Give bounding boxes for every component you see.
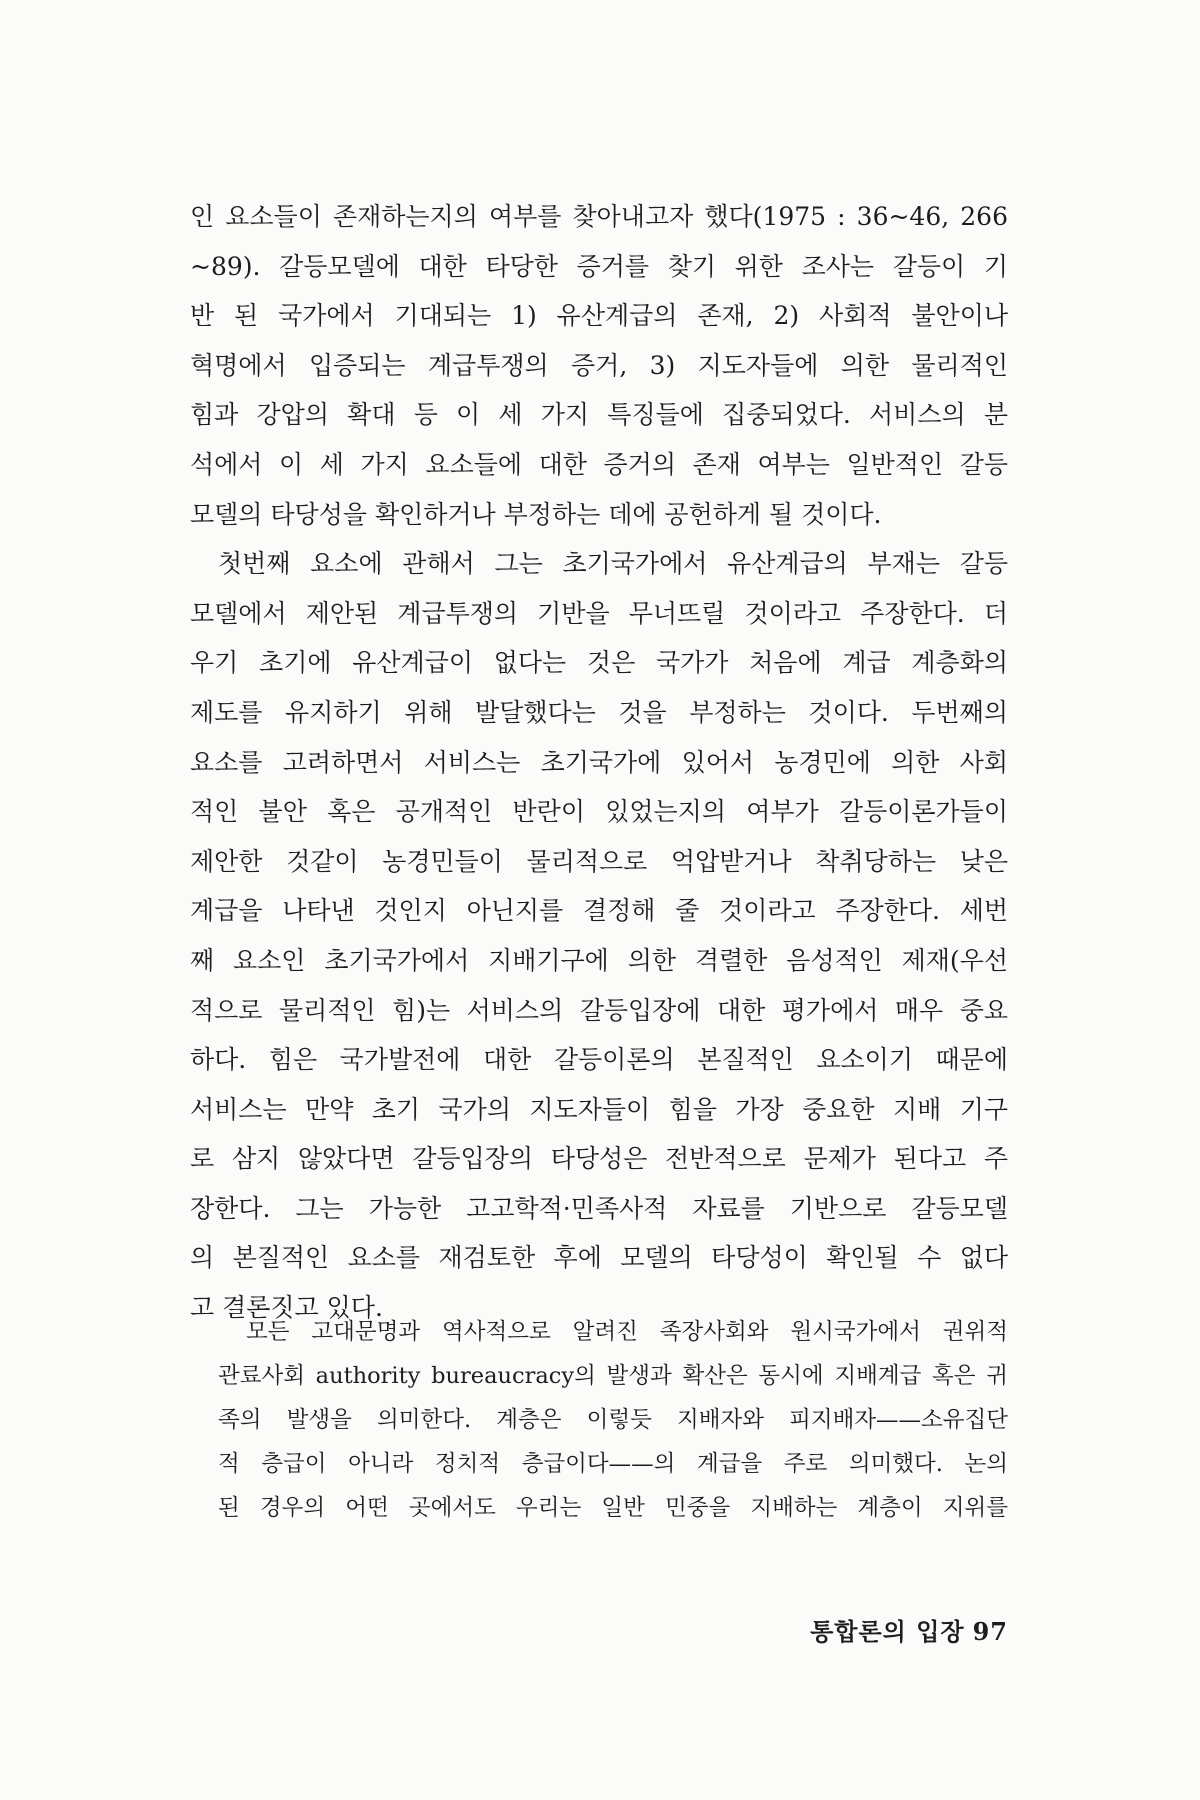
quote-line: 관료사회 authority bureaucracy의 발생과 확산은 동시에 지배계급 혹은 귀 bbox=[218, 1363, 1008, 1389]
body-line: 적인 불안 혹은 공개적인 반란이 있었는지의 여부가 갈등이론가들이 bbox=[190, 797, 1008, 827]
body-line: ~89). 갈등모델에 대한 타당한 증거를 찾기 위한 조사는 갈등이 기 bbox=[190, 251, 1008, 281]
body-line: 고 결론짓고 있다. bbox=[190, 1293, 383, 1323]
body-line: 모델의 타당성을 확인하거나 부정하는 데에 공헌하게 될 것이다. bbox=[190, 499, 882, 529]
body-line: 모델에서 제안된 계급투쟁의 기반을 무너뜨릴 것이라고 주장한다. 더 bbox=[190, 598, 1008, 628]
page-number: 97 bbox=[972, 1617, 1008, 1646]
body-line: 요소를 고려하면서 서비스는 초기국가에 있어서 농경민에 의한 사회 bbox=[190, 747, 1008, 777]
body-line: 석에서 이 세 가지 요소들에 대한 증거의 존재 여부는 일반적인 갈등 bbox=[190, 449, 1008, 479]
body-line: 제안한 것같이 농경민들이 물리적으로 억압받거나 착취당하는 낮은 bbox=[190, 846, 1008, 876]
body-line: 적으로 물리적인 힘)는 서비스의 갈등입장에 대한 평가에서 매우 중요 bbox=[190, 995, 1008, 1025]
block-quote bbox=[218, 1310, 1008, 1530]
body-line: 우기 초기에 유산계급이 없다는 것은 국가가 처음에 계급 계층화의 bbox=[190, 648, 1008, 678]
body-line: 하다. 힘은 국가발전에 대한 갈등이론의 본질적인 요소이기 때문에 bbox=[190, 1045, 1008, 1075]
body-line: 첫번째 요소에 관해서 그는 초기국가에서 유산계급의 부재는 갈등 bbox=[218, 549, 1008, 579]
body-line: 의 본질적인 요소를 재검토한 후에 모델의 타당성이 확인될 수 없다 bbox=[190, 1243, 1008, 1273]
section-title: 통합론의 입장 bbox=[810, 1617, 965, 1646]
body-line: 장한다. 그는 가능한 고고학적·민족사적 자료를 기반으로 갈등모델 bbox=[190, 1193, 1008, 1223]
body-line: 서비스는 만약 초기 국가의 지도자들이 힘을 가장 중요한 지배 기구 bbox=[190, 1094, 1008, 1124]
body-line: 제도를 유지하기 위해 발달했다는 것을 부정하는 것이다. 두번째의 bbox=[190, 697, 1008, 727]
body-line: 째 요소인 초기국가에서 지배기구에 의한 격렬한 음성적인 제재(우선 bbox=[190, 945, 1008, 975]
quote-line: 된 경우의 어떤 곳에서도 우리는 일반 민중을 지배하는 계층이 지위를 bbox=[218, 1495, 1008, 1521]
body-line: 혁명에서 입증되는 계급투쟁의 증거, 3) 지도자들에 의한 물리적인 bbox=[190, 350, 1008, 380]
body-text bbox=[190, 192, 1008, 1333]
body-line: 로 삼지 않았다면 갈등입장의 타당성은 전반적으로 문제가 된다고 주 bbox=[190, 1144, 1008, 1174]
quote-line: 적 층급이 아니라 정치적 층급이다——의 계급을 주로 의미했다. 논의 bbox=[218, 1451, 1008, 1477]
body-line: 인 요소들이 존재하는지의 여부를 찾아내고자 했다(1975 : 36~46, 266 bbox=[190, 202, 1008, 231]
body-line: 반 된 국가에서 기대되는 1) 유산계급의 존재, 2) 사회적 불안이나 bbox=[190, 301, 1008, 331]
quote-line: 족의 발생을 의미한다. 계층은 이렇듯 지배자와 피지배자——소유집단 bbox=[218, 1407, 1008, 1433]
body-line: 계급을 나타낸 것인지 아닌지를 결정해 줄 것이라고 주장한다. 세번 bbox=[190, 896, 1008, 926]
body-line: 힘과 강압의 확대 등 이 세 가지 특징들에 집중되었다. 서비스의 분 bbox=[190, 400, 1008, 430]
quote-line: 모든 고대문명과 역사적으로 알려진 족장사회와 원시국가에서 권위적 bbox=[246, 1319, 1008, 1345]
running-footer bbox=[810, 1612, 1008, 1647]
